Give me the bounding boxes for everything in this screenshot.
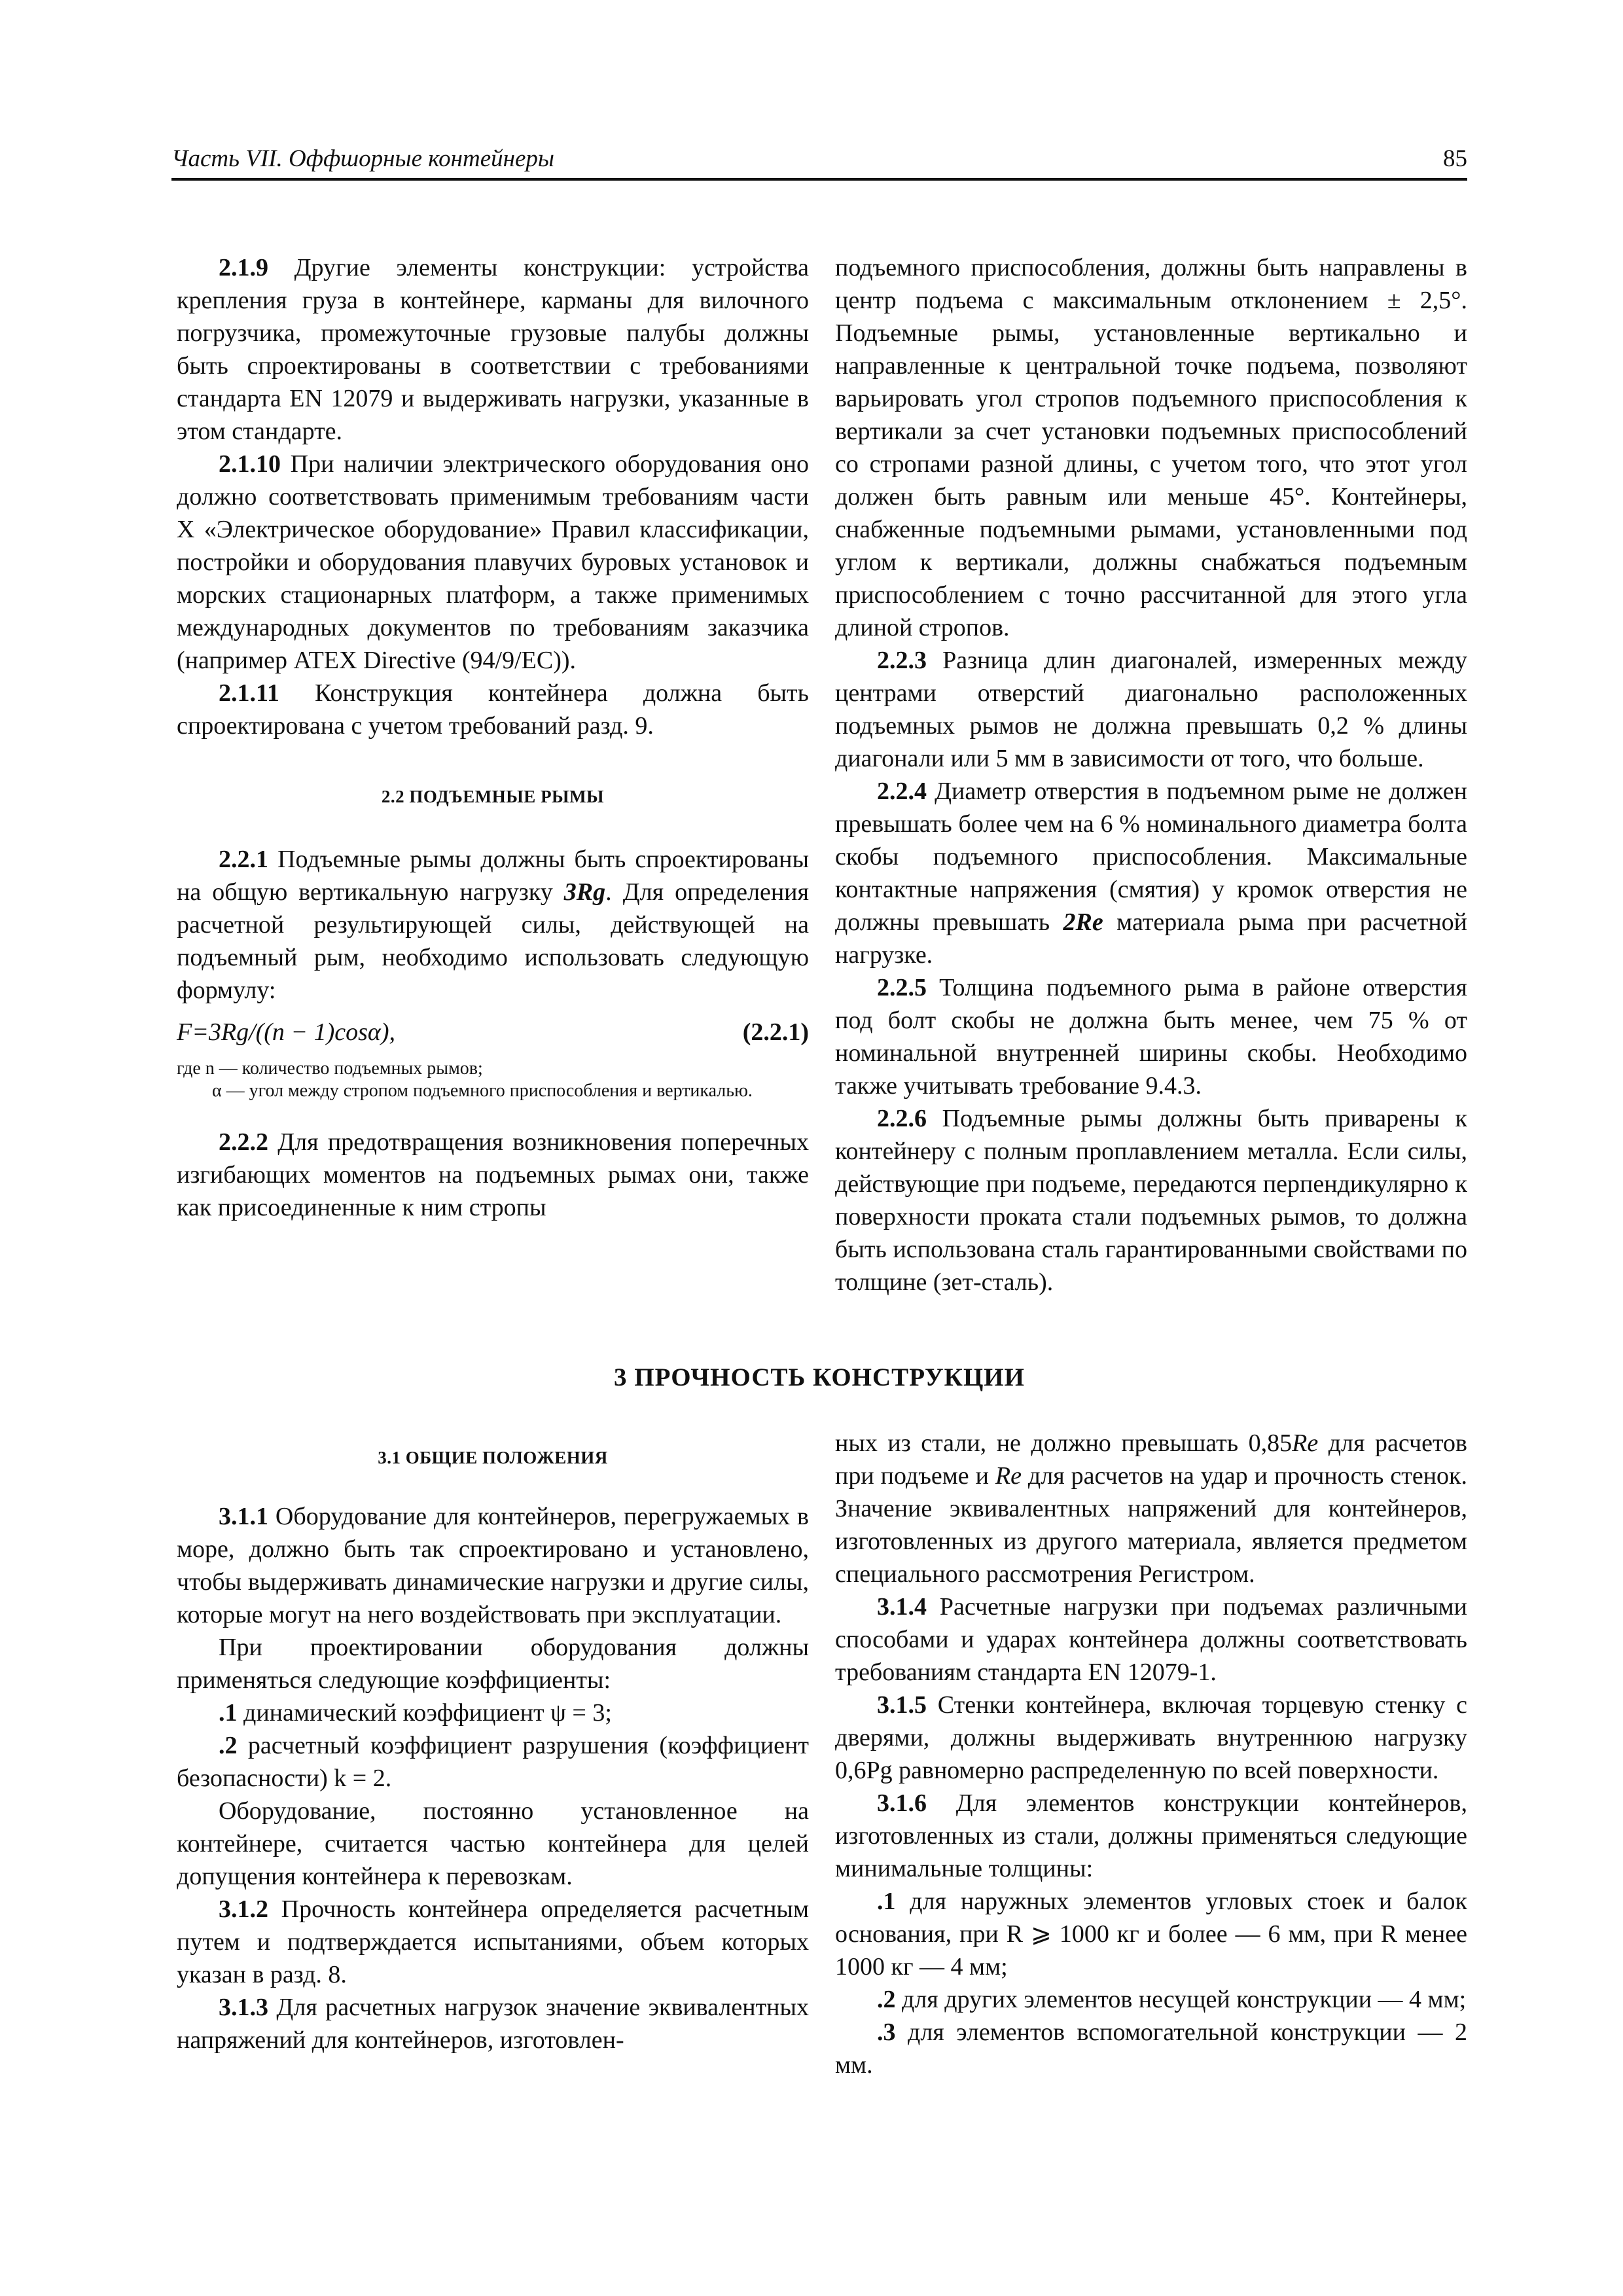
paragraph-3-1-3: 3.1.3 Для расчетных нагрузок значение эквивалентных напряжений для контейнеров, изготовлен- bbox=[177, 1994, 809, 2054]
formula-2-2-1 bbox=[177, 1016, 809, 1051]
paragraph-2-1-11: 2.1.11 Конструкция контейнера должна быть спроектирована с учетом требований разд. 9. bbox=[177, 679, 809, 740]
list-item-3: .3 для элементов вспомогательной конструкции — 2 мм. bbox=[835, 2018, 1467, 2079]
paragraph-2-1-9: 2.1.9 Другие элементы конструкции: устройства крепления груза в контейнере, карманы для вилочного погрузчика, промежуточные грузовые палубы должны быть спроектированы в соответствии с требованиями стандарта EN 12079 и выдерживать нагрузки, указанные в этом стандарте. bbox=[177, 254, 809, 445]
paragraph-3-1-1: 3.1.1 Оборудование для контейнеров, перегружаемых в море, должно быть так спроектировано и установлено, чтобы выдерживать динамические нагрузки и другие силы, которые могут на него воздействовать при эксплуатации. bbox=[177, 1503, 809, 1628]
legend-n: где n — количество подъемных рымов; bbox=[177, 1058, 483, 1079]
left-column-bottom bbox=[177, 1427, 809, 2056]
heading-3-1: 3.1 ОБЩИЕ ПОЛОЖЕНИЯ bbox=[378, 1448, 608, 1467]
legend-alpha: α — угол между стропом подъемного приспособления и вертикалью. bbox=[212, 1081, 753, 1101]
page-header bbox=[171, 141, 1467, 181]
paragraph-2-2-2-continued: подъемного приспособления, должны быть направлены в центр подъема с максимальным отклонением ± 2,5°. Подъемные рымы, установленные вертикально и направленные к центральной точке подъема, позволяют варьировать угол стропов подъемного приспособления к вертикали за счет установки подъемных приспособлений со стропами разной длины, с учетом того, что этот угол должен быть равным или меньше 45°. Контейнеры, снабженные подъемными рымами, установленными под углом к вертикали, должны снабжаться подъемным приспособлением с точно рассчитанной для этого угла длиной стропов. bbox=[835, 254, 1467, 641]
right-column-top bbox=[835, 251, 1467, 1299]
paragraph-3-1-5: 3.1.5 Стенки контейнера, включая торцевую стенку с дверями, должны выдерживать внутреннюю нагрузку 0,6Pg равномерно распределенную по всей поверхности. bbox=[835, 1691, 1467, 1784]
paragraph-2-2-5: 2.2.5 Толщина подъемного рыма в районе отверстия под болт скобы не должна быть менее, чем 75 % от номинальной внутренней ширины скобы. Необходимо также учитывать требование 9.4.3. bbox=[835, 974, 1467, 1100]
paragraph-3-1-4: 3.1.4 Расчетные нагрузки при подъемах различными способами и ударах контейнера должны соответствовать требованиям стандарта EN 12079-1. bbox=[835, 1593, 1467, 1686]
paragraph-3-1-2: 3.1.2 Прочность контейнера определяется расчетным путем и подтверждается испытаниями, объем которых указан в разд. 8. bbox=[177, 1895, 809, 1988]
list-item-2: .2 расчетный коэффициент разрушения (коэффициент безопасности) k = 2. bbox=[177, 1732, 809, 1792]
list-item-1: .1 для наружных элементов угловых стоек и балок основания, при R ⩾ 1000 кг и более — 6 мм, при R менее 1000 кг — 4 мм; bbox=[835, 1888, 1467, 1981]
left-column-top bbox=[177, 251, 809, 1224]
running-title: Часть VII. Оффшорные контейнеры bbox=[171, 145, 554, 172]
paragraph-equipment: Оборудование, постоянно установленное на контейнере, считается частью контейнера для целей допущения контейнера к перевозкам. bbox=[177, 1797, 809, 1890]
paragraph-2-2-1: 2.2.1 Подъемные рымы должны быть спроектированы на общую вертикальную нагрузку 3Rg. Для определения расчетной результирующей силы, действующей на подъемный рым, необходимо использовать следующую формулу: bbox=[177, 846, 809, 1004]
paragraph-coefficients: При проектировании оборудования должны применяться следующие коэффициенты: bbox=[177, 1634, 809, 1694]
formula-expression: F=3Rg/((n − 1)cosα), bbox=[177, 1018, 395, 1046]
list-item-2: .2 для других элементов несущей конструкции — 4 мм; bbox=[877, 1986, 1467, 2013]
paragraph-2-2-4: 2.2.4 Диаметр отверстия в подъемном рыме не должен превышать более чем на 6 % номинального диаметра болта скобы подъемного приспособления. Максимальные контактные напряжения (смятия) у кромок отверстия не должны превышать 2Re материала рыма при расчетной нагрузке. bbox=[835, 778, 1467, 969]
paragraph-2-2-2: 2.2.2 Для предотвращения возникновения поперечных изгибающих моментов на подъемных рымах они, также как присоединенные к ним стропы bbox=[177, 1128, 809, 1221]
paragraph-3-1-3-continued: ных из стали, не должно превышать 0,85Re для расчетов при подъеме и Re для расчетов на удар и прочность стенок. Значение эквивалентных напряжений для контейнеров, изготовленных из другого материала, является предметом специального рассмотрения Регистром. bbox=[835, 1429, 1467, 1588]
paragraph-2-2-3: 2.2.3 Разница длин диагоналей, измеренных между центрами отверстий диагонально расположенных подъемных рымов не должна превышать 0,2 % длины диагонали или 5 мм в зависимости от того, что больше. bbox=[835, 647, 1467, 772]
formula-legend bbox=[177, 1058, 809, 1102]
paragraph-2-2-6: 2.2.6 Подъемные рымы должны быть приварены к контейнеру с полным проплавлением металла. Если силы, действующие при подъеме, передаются перпендикулярно к поверхности проката стали подъемных рымов, то должна быть использована сталь гарантированными свойствами по толщине (зет-сталь). bbox=[835, 1105, 1467, 1296]
section-3-title: 3 ПРОЧНОСТЬ КОНСТРУКЦИИ bbox=[614, 1363, 1025, 1391]
list-item-1: .1 динамический коэффициент ψ = 3; bbox=[219, 1699, 612, 1727]
heading-2-2: 2.2 ПОДЪЕМНЫЕ РЫМЫ bbox=[381, 787, 605, 806]
page-number: 85 bbox=[1443, 145, 1467, 172]
paragraph-2-1-10: 2.1.10 При наличии электрического оборудования оно должно соответствовать применимым требованиям части X «Электрическое оборудование» Правил классификации, постройки и оборудования плавучих буровых установок и морских стационарных платформ, а также применимых международных документов по требованиям заказчика (например ATEX Directive (94/9/EC)). bbox=[177, 450, 809, 674]
paragraph-3-1-6: 3.1.6 Для элементов конструкции контейнеров, изготовленных из стали, должны применяться следующие минимальные толщины: bbox=[835, 1789, 1467, 1882]
right-column-bottom bbox=[835, 1427, 1467, 2081]
formula-number: (2.2.1) bbox=[742, 1018, 809, 1046]
